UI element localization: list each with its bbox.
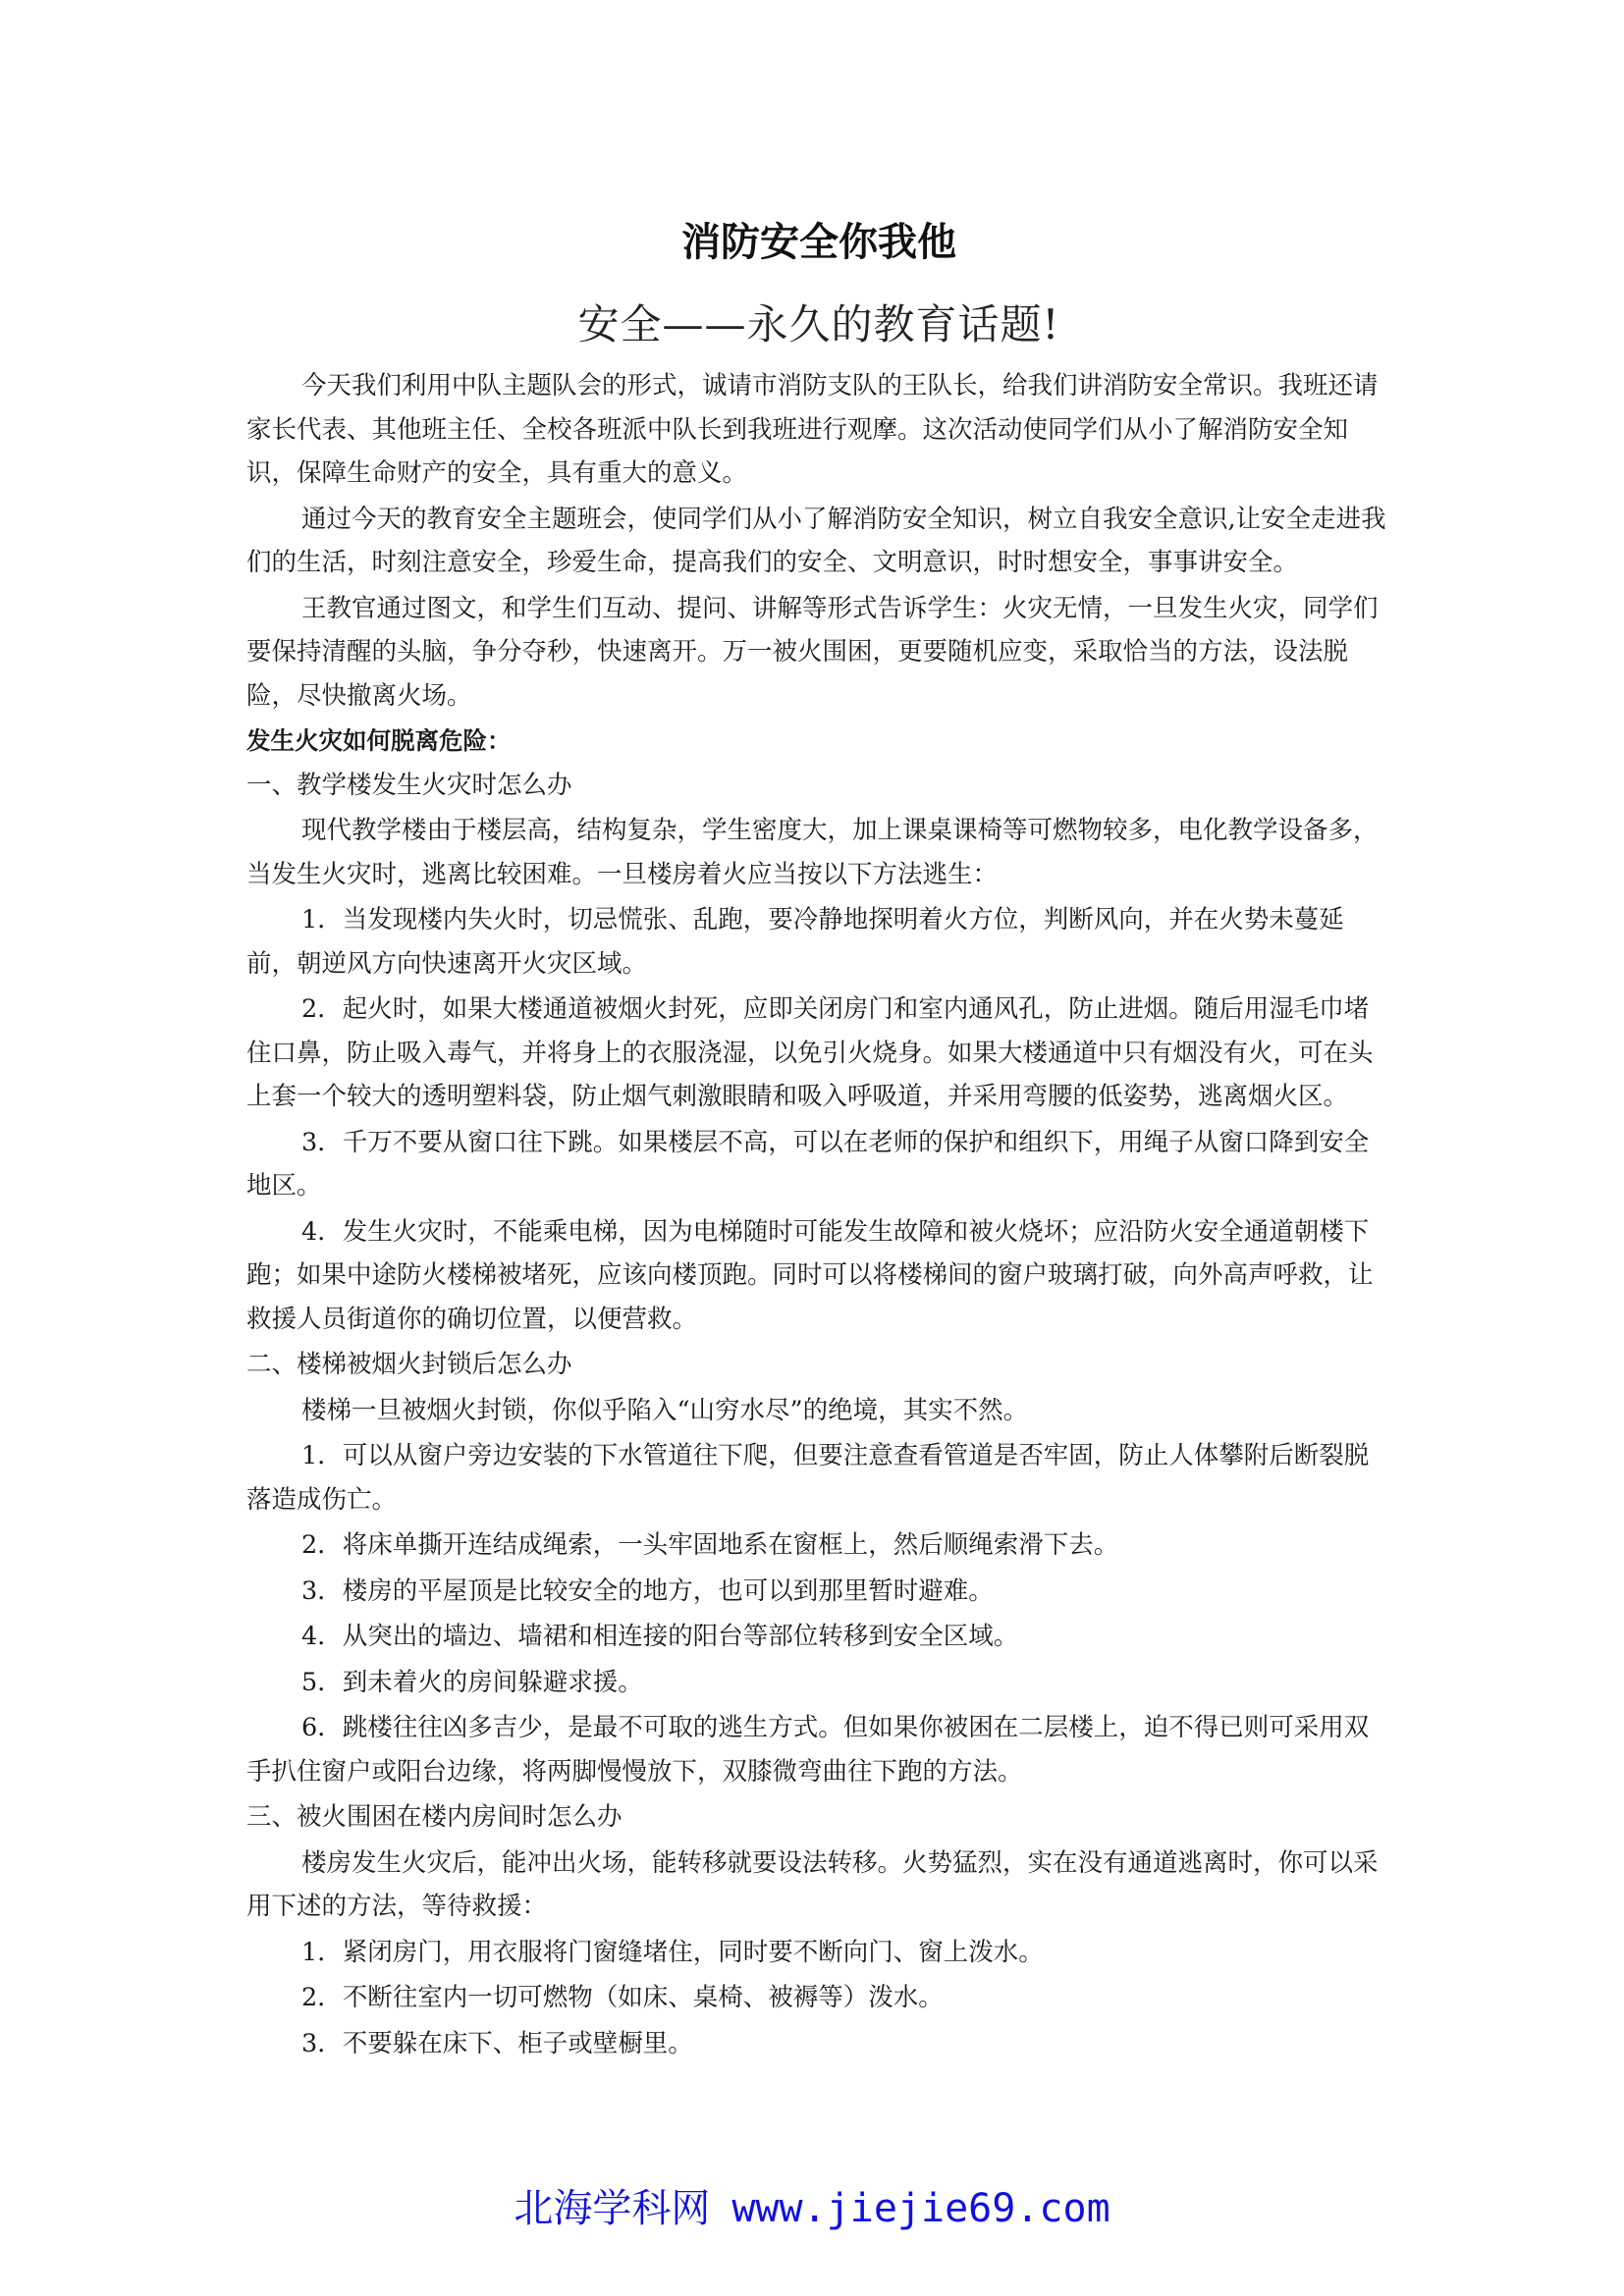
section-lead: 楼梯一旦被烟火封锁，你似乎陷入“山穷水尽”的绝境，其实不然。 — [301, 1395, 1029, 1425]
document-title: 消防安全你我他 — [681, 220, 956, 265]
escape-heading: 发生火灾如何脱离危险： — [246, 726, 512, 755]
list-item: 4．发生火灾时，不能乘电梯，因为电梯随时可能发生故障和被火烧坏；应沿防火安全通道朝楼下跑；如果中途防火楼梯被堵死，应该向楼顶跑。同时可以将楼梯间的窗户玻璃打破，向外高声呼救，让救援人员街道你的确切位置，以便营救。 — [246, 1216, 1374, 1334]
footer-watermark — [0, 2181, 1624, 2236]
list-item: 2．将床单撕开连结成绳索，一头牢固地系在窗框上，然后顺绳索滑下去。 — [301, 1530, 1119, 1560]
list-item: 6．跳楼往往凶多吉少，是最不可取的逃生方式。但如果你被困在二层楼上，迫不得已则可采用双手扒住窗户或阳台边缘，将两脚慢慢放下，双膝微弯曲往下跑的方法。 — [246, 1713, 1370, 1787]
list-item: 1．当发现楼内失火时，切忌慌张、乱跑，要冷静地探明着火方位，判断风向，并在火势未蔓延前，朝逆风方向快速离开火灾区域。 — [246, 905, 1344, 979]
list-item: 2．起火时，如果大楼通道被烟火封死，应即关闭房门和室内通风孔，防止进烟。随后用湿毛巾堵住口鼻，防止吸入毒气，并将身上的衣服浇湿，以免引火烧身。如果大楼通道中只有烟没有火，可在头上套一个较大的透明塑料袋，防止烟气刺激眼睛和吸入呼吸道，并采用弯腰的低姿势，逃离烟火区。 — [246, 994, 1374, 1111]
document-page — [246, 201, 1391, 2067]
footer-url[interactable]: www.jiejie69.com — [731, 2186, 1110, 2231]
list-item: 4．从突出的墙边、墙裙和相连接的阳台等部位转移到安全区域。 — [301, 1622, 1019, 1651]
intro-paragraph: 通过今天的教育安全主题班会，使同学们从小了解消防安全知识，树立自我安全意识,让安全走进我们的生活，时刻注意安全，珍爱生命，提高我们的安全、文明意识，时时想安全，事事讲安全。 — [246, 504, 1386, 577]
list-item: 3．不要躲在床下、柜子或壁橱里。 — [301, 2028, 693, 2058]
list-item: 3．楼房的平屋顶是比较安全的地方，也可以到那里暂时避难。 — [301, 1575, 994, 1606]
section-heading: 二、楼梯被烟火封锁后怎么办 — [246, 1350, 572, 1379]
list-item: 3．千万不要从窗口往下跳。如果楼层不高，可以在老师的保护和组织下，用绳子从窗口降到安全地区。 — [246, 1127, 1370, 1201]
list-item: 2．不断往室内一切可燃物（如床、桌椅、被褥等）泼水。 — [301, 1983, 944, 2012]
footer-site-name: 北海学科网 — [514, 2186, 711, 2231]
section-heading: 一、教学楼发生火灾时怎么办 — [246, 770, 572, 800]
list-item: 1．紧闭房门，用衣服将门窗缝堵住，同时要不断向门、窗上泼水。 — [301, 1937, 1044, 1967]
section-lead: 现代教学楼由于楼层高，结构复杂，学生密度大，加上课桌课椅等可燃物较多，电化教学设备多，当发生火灾时，逃离比较困难。一旦楼房着火应当按以下方法逃生： — [246, 816, 1379, 889]
intro-paragraph: 今天我们利用中队主题队会的形式，诚请市消防支队的王队长，给我们讲消防安全常识。我班还请家长代表、其他班主任、全校各班派中队长到我班进行观摩。这次活动使同学们从小了解消防安全知识，保障生命财产的安全，具有重大的意义。 — [246, 371, 1379, 488]
document-subtitle: 安全——永久的教育话题! — [577, 300, 1060, 348]
section-lead: 楼房发生火灾后，能冲出火场，能转移就要设法转移。火势猛烈，实在没有通道逃离时，你可以采用下述的方法，等待救援： — [246, 1847, 1379, 1921]
list-item: 5．到未着火的房间躲避求援。 — [301, 1667, 643, 1697]
list-item: 1．可以从窗户旁边安装的下水管道往下爬，但要注意查看管道是否牢固，防止人体攀附后断裂脱落造成伤亡。 — [246, 1441, 1370, 1515]
intro-paragraph: 王教官通过图文，和学生们互动、提问、讲解等形式告诉学生：火灾无情，一旦发生火灾，同学们要保持清醒的头脑，争分夺秒，快速离开。万一被火围困，更要随机应变，采取恰当的方法，设法脱险，尽快撤离火场。 — [246, 593, 1379, 711]
section-heading: 三、被火围困在楼内房间时怎么办 — [246, 1802, 623, 1832]
